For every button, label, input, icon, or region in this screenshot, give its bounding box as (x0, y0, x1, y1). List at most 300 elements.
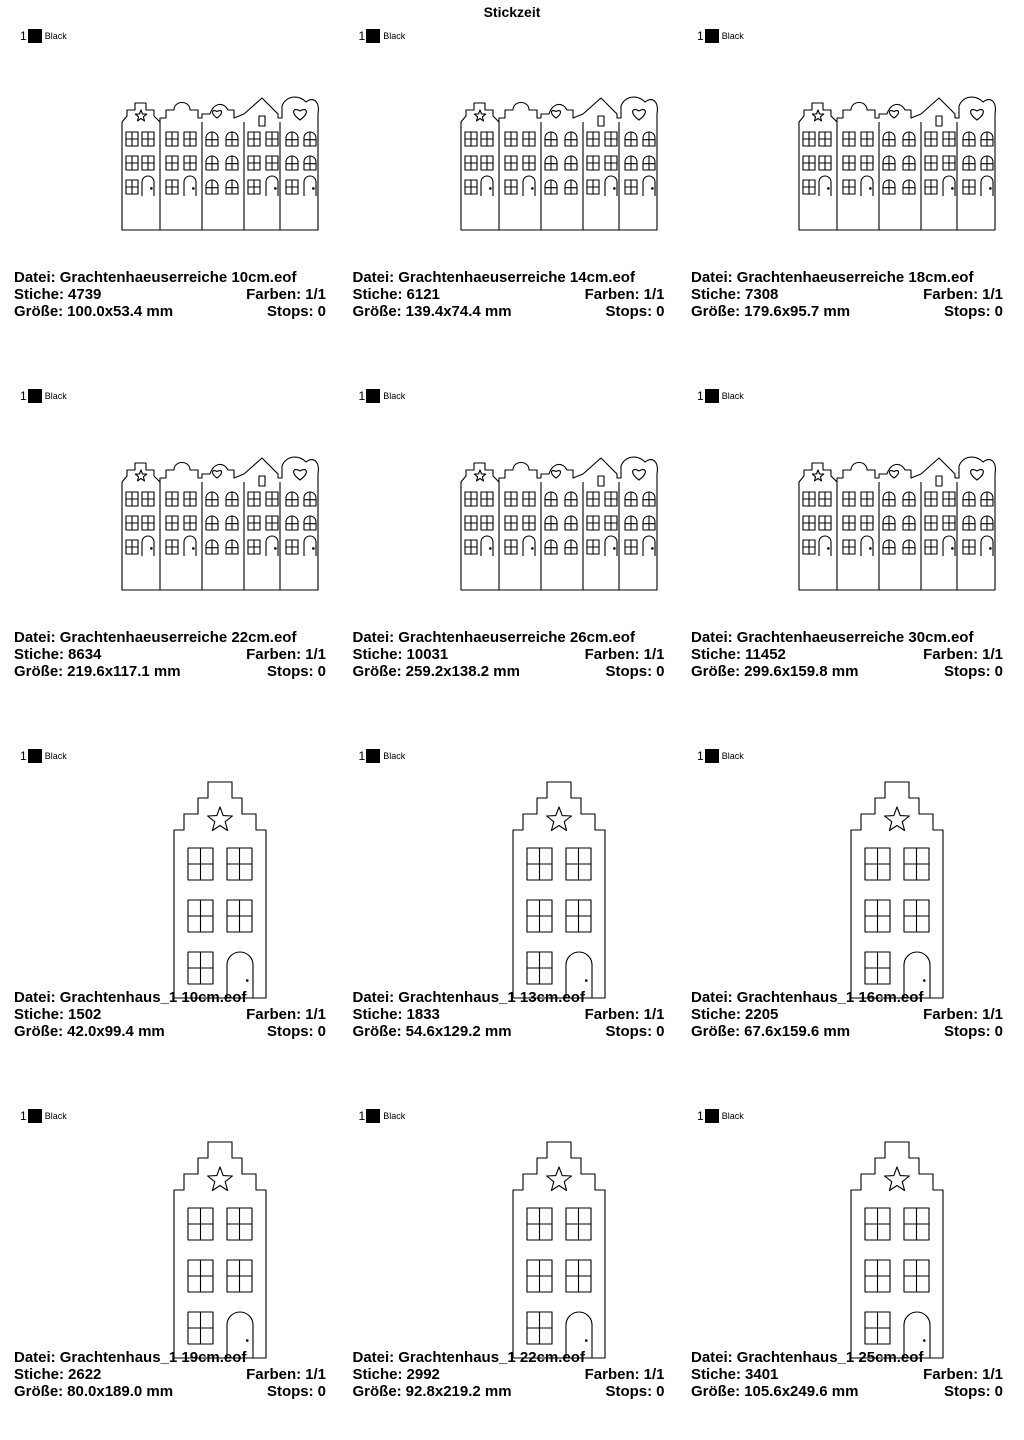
stops-label: Stops: (605, 1023, 653, 1040)
colors-label: Farben: (246, 1366, 302, 1383)
stitches-line (353, 1366, 665, 1383)
door-knob (827, 547, 830, 550)
window-mullion (566, 1208, 591, 1240)
window-mullion (188, 1312, 213, 1344)
single-house (513, 782, 605, 998)
window-mullion (248, 132, 260, 146)
window-mullion (943, 132, 955, 146)
window-mullion (523, 156, 535, 170)
door (523, 536, 535, 556)
design-info (353, 1349, 665, 1400)
door-knob (192, 547, 195, 550)
door-knob (869, 187, 872, 190)
window-mullion (925, 132, 937, 146)
file-name: Grachtenhaeuserreiche 30cm.eof (736, 629, 974, 646)
door-knob (312, 547, 315, 550)
design-card (339, 360, 677, 720)
window-mullion (227, 848, 252, 880)
star (135, 470, 146, 481)
color-swatch-row (697, 1108, 744, 1124)
stitches-line (353, 646, 665, 663)
design-size: 80.0x189.0 mm (67, 1383, 174, 1400)
file-label: Datei: (691, 1349, 733, 1366)
window-mullion (505, 492, 517, 506)
window-mullion (865, 952, 890, 984)
colors-label: Farben: (584, 1006, 640, 1023)
door (142, 176, 154, 196)
stitch-count: 7308 (745, 286, 779, 303)
heart (971, 470, 984, 480)
heart (212, 111, 221, 118)
window-mullion (142, 516, 154, 530)
design-size: 54.6x129.2 mm (405, 1023, 512, 1040)
swatch-number: 1 (358, 1109, 366, 1123)
color-count: 1/1 (643, 1006, 665, 1023)
size-label: Größe: (14, 1383, 64, 1400)
design-card (339, 0, 677, 360)
stop-count: 0 (994, 663, 1003, 680)
stop-count: 0 (656, 1023, 665, 1040)
color-count: 1/1 (982, 646, 1003, 663)
window-mullion (904, 1260, 929, 1292)
swatch-name: Black (721, 391, 744, 401)
stops-label: Stops: (605, 1383, 653, 1400)
design-card (0, 360, 338, 720)
window-mullion (861, 492, 873, 506)
swatch-number: 1 (358, 749, 366, 763)
door-knob (150, 187, 153, 190)
file-line (14, 1349, 326, 1366)
color-swatch-row (697, 28, 744, 44)
door (861, 176, 873, 196)
window-mullion (126, 492, 138, 506)
file-label: Datei: (691, 629, 733, 646)
window-mullion (188, 900, 213, 932)
window-mullion (266, 516, 278, 530)
swatch-number: 1 (358, 29, 366, 43)
size-line (14, 303, 326, 320)
window-mullion (843, 156, 855, 170)
window-mullion (481, 516, 493, 530)
door (643, 176, 655, 196)
design-preview (0, 60, 338, 280)
door (981, 536, 993, 556)
file-label: Datei: (352, 989, 395, 1006)
file-name: Grachtenhaeuserreiche 22cm.eof (59, 629, 297, 646)
star (208, 807, 233, 831)
color-swatch (705, 389, 719, 403)
window-mullion (925, 180, 937, 194)
swatch-number: 1 (697, 749, 704, 763)
window-mullion (505, 132, 517, 146)
color-swatch-row (697, 388, 744, 404)
stitches-line (691, 1366, 1003, 1383)
window-mullion (904, 848, 929, 880)
window-mullion (803, 180, 815, 194)
stops-label: Stops: (266, 1383, 314, 1400)
window-mullion (819, 492, 831, 506)
window-mullion (605, 156, 617, 170)
window-mullion (803, 540, 815, 554)
window-mullion (523, 516, 535, 530)
window-mullion (865, 1312, 890, 1344)
window-mullion (126, 516, 138, 530)
door-knob (827, 187, 830, 190)
window-mullion (266, 156, 278, 170)
door (605, 536, 617, 556)
window-mullion (527, 848, 552, 880)
design-card (0, 720, 338, 1080)
single-house (513, 1142, 605, 1358)
star (474, 470, 485, 481)
window-mullion (943, 492, 955, 506)
stops-label: Stops: (266, 303, 314, 320)
file-line (14, 989, 326, 1006)
window-mullion (481, 132, 493, 146)
window-mullion (166, 492, 178, 506)
window-mullion (166, 132, 178, 146)
window-mullion (843, 540, 855, 554)
size-label: Größe: (691, 1383, 741, 1400)
size-label: Größe: (691, 303, 741, 320)
window-mullion (166, 516, 178, 530)
stitches-label: Stiche: (691, 1006, 742, 1023)
swatch-name: Black (44, 391, 67, 401)
window-mullion (184, 132, 196, 146)
colors-label: Farben: (584, 1366, 640, 1383)
window-mullion (605, 132, 617, 146)
door-knob (246, 979, 249, 982)
color-swatch (366, 749, 380, 763)
star (546, 807, 571, 831)
file-label: Datei: (14, 989, 56, 1006)
file-line (691, 629, 1003, 646)
size-line (14, 663, 326, 680)
door (943, 536, 955, 556)
file-label: Datei: (14, 629, 56, 646)
window-mullion (566, 900, 591, 932)
stitches-label: Stiche: (14, 1006, 65, 1023)
door-knob (989, 547, 992, 550)
door-knob (951, 547, 954, 550)
door-knob (989, 187, 992, 190)
window (936, 476, 942, 486)
stitches-line (14, 286, 326, 303)
file-name: Grachtenhaus_1 19cm.eof (59, 1349, 247, 1366)
heart (294, 470, 307, 480)
file-label: Datei: (691, 269, 733, 286)
color-swatch (28, 1109, 42, 1123)
door (861, 536, 873, 556)
file-label: Datei: (352, 1349, 395, 1366)
window-mullion (963, 540, 975, 554)
window-mullion (126, 540, 138, 554)
swatch-number: 1 (20, 29, 27, 43)
color-swatch (366, 389, 380, 403)
window-mullion (819, 516, 831, 530)
design-card (677, 720, 1015, 1080)
window-mullion (266, 492, 278, 506)
door-knob (192, 187, 195, 190)
window-mullion (587, 156, 599, 170)
single-house (851, 782, 943, 998)
stitches-label: Stiche: (691, 646, 742, 663)
house-row (799, 97, 995, 230)
design-info (691, 989, 1003, 1040)
door (481, 536, 493, 556)
window-mullion (527, 900, 552, 932)
door-knob (246, 1339, 249, 1342)
door-knob (923, 979, 926, 982)
design-preview (0, 780, 338, 1000)
star (812, 470, 823, 481)
design-info (14, 1349, 326, 1400)
swatch-name: Black (383, 391, 406, 401)
colors-label: Farben: (923, 646, 979, 663)
stitches-label: Stiche: (14, 646, 65, 663)
color-count: 1/1 (305, 286, 326, 303)
file-label: Datei: (352, 629, 395, 646)
size-line (353, 303, 665, 320)
door-knob (651, 187, 654, 190)
color-swatch-row (359, 748, 406, 764)
colors-label: Farben: (923, 1006, 979, 1023)
window-mullion (227, 1208, 252, 1240)
design-preview (339, 780, 677, 1000)
design-card (339, 720, 677, 1080)
window-mullion (587, 132, 599, 146)
stops-label: Stops: (943, 1023, 991, 1040)
stitches-line (691, 1006, 1003, 1023)
window-mullion (587, 540, 599, 554)
color-swatch-row (359, 1108, 406, 1124)
design-size: 67.6x159.6 mm (744, 1023, 851, 1040)
door-knob (869, 547, 872, 550)
door (481, 176, 493, 196)
stitch-count: 1502 (68, 1006, 102, 1023)
design-info (353, 989, 665, 1040)
heart (551, 111, 560, 118)
door-knob (531, 547, 534, 550)
house-row (122, 97, 318, 230)
colors-label: Farben: (584, 286, 640, 303)
door (643, 536, 655, 556)
size-label: Größe: (352, 1023, 402, 1040)
window-mullion (625, 540, 637, 554)
file-name: Grachtenhaeuserreiche 14cm.eof (398, 269, 635, 286)
house-row (799, 457, 995, 590)
file-label: Datei: (14, 269, 56, 286)
window-mullion (266, 132, 278, 146)
stops-label: Stops: (943, 1383, 991, 1400)
design-info (14, 989, 326, 1040)
door-knob (150, 547, 153, 550)
design-info (691, 1349, 1003, 1400)
design-info (14, 629, 326, 680)
window-mullion (803, 516, 815, 530)
file-name: Grachtenhaus_1 22cm.eof (398, 1349, 585, 1366)
color-count: 1/1 (643, 1366, 665, 1383)
window-mullion (819, 132, 831, 146)
swatch-name: Black (383, 751, 406, 761)
color-swatch-row (20, 388, 67, 404)
window-mullion (142, 132, 154, 146)
window-mullion (925, 156, 937, 170)
door-knob (274, 547, 277, 550)
stops-label: Stops: (605, 303, 653, 320)
stops-label: Stops: (943, 663, 991, 680)
design-size: 299.6x159.8 mm (744, 663, 859, 680)
color-swatch-row (20, 28, 67, 44)
door (266, 176, 278, 196)
heart (212, 471, 221, 478)
house-row (122, 457, 318, 590)
colors-label: Farben: (246, 1006, 302, 1023)
door (184, 536, 196, 556)
swatch-number: 1 (20, 749, 27, 763)
window-mullion (819, 156, 831, 170)
window-mullion (843, 516, 855, 530)
door (304, 536, 316, 556)
star (135, 110, 146, 121)
stitch-count: 1833 (406, 1006, 440, 1023)
stitches-line (353, 1006, 665, 1023)
window-mullion (188, 952, 213, 984)
window-mullion (587, 492, 599, 506)
file-line (353, 989, 665, 1006)
design-info (691, 629, 1003, 680)
window-mullion (566, 1260, 591, 1292)
size-label: Größe: (691, 663, 741, 680)
colors-label: Farben: (246, 286, 302, 303)
window (259, 476, 265, 486)
door-knob (312, 187, 315, 190)
design-card (677, 1080, 1015, 1440)
window-mullion (184, 516, 196, 530)
stitches-label: Stiche: (352, 646, 403, 663)
design-preview (677, 60, 1015, 280)
window-mullion (166, 540, 178, 554)
size-label: Größe: (691, 1023, 741, 1040)
single-house (174, 782, 266, 998)
stitch-count: 8634 (68, 646, 102, 663)
design-size: 92.8x219.2 mm (405, 1383, 512, 1400)
file-line (353, 269, 665, 286)
stop-count: 0 (317, 663, 326, 680)
stitch-count: 6121 (406, 286, 440, 303)
file-name: Grachtenhaus_1 16cm.eof (736, 989, 924, 1006)
design-size: 219.6x117.1 mm (67, 663, 181, 680)
window-mullion (843, 132, 855, 146)
door-knob (613, 547, 616, 550)
swatch-name: Black (44, 1111, 67, 1121)
heart (551, 471, 560, 478)
size-line (14, 1383, 326, 1400)
color-swatch (705, 1109, 719, 1123)
window-mullion (126, 156, 138, 170)
window-mullion (925, 516, 937, 530)
design-info (353, 269, 665, 320)
design-preview (677, 780, 1015, 1000)
window-mullion (865, 1260, 890, 1292)
stitches-label: Stiche: (691, 286, 742, 303)
window-mullion (523, 132, 535, 146)
window-mullion (587, 180, 599, 194)
window (598, 476, 604, 486)
window-mullion (126, 180, 138, 194)
swatch-number: 1 (358, 389, 366, 403)
size-label: Größe: (14, 1023, 64, 1040)
window-mullion (465, 516, 477, 530)
stitches-label: Stiche: (352, 1366, 403, 1383)
design-card (339, 1080, 677, 1440)
swatch-name: Black (721, 751, 744, 761)
window-mullion (904, 1208, 929, 1240)
window-mullion (625, 180, 637, 194)
window-mullion (803, 156, 815, 170)
window-mullion (843, 492, 855, 506)
door-knob (531, 187, 534, 190)
house-row (461, 97, 657, 230)
window-mullion (943, 516, 955, 530)
size-label: Größe: (352, 303, 402, 320)
heart (632, 110, 645, 120)
window-mullion (184, 492, 196, 506)
door-knob (584, 1339, 587, 1342)
star (885, 807, 910, 831)
stitches-label: Stiche: (352, 286, 403, 303)
window-mullion (227, 900, 252, 932)
stitches-label: Stiche: (14, 286, 65, 303)
stitches-label: Stiche: (14, 1366, 65, 1383)
stitch-count: 10031 (406, 646, 449, 663)
window-mullion (861, 132, 873, 146)
stitch-count: 11452 (745, 646, 786, 663)
window-mullion (527, 952, 552, 984)
window-mullion (248, 180, 260, 194)
window-mullion (465, 540, 477, 554)
swatch-number: 1 (20, 389, 27, 403)
window-mullion (248, 492, 260, 506)
door (304, 176, 316, 196)
window (598, 116, 604, 126)
stops-label: Stops: (266, 663, 314, 680)
swatch-number: 1 (697, 29, 704, 43)
door (605, 176, 617, 196)
heart (632, 470, 645, 480)
star (474, 110, 485, 121)
color-swatch-row (20, 1108, 67, 1124)
window-mullion (248, 156, 260, 170)
heart (889, 471, 898, 478)
stitch-count: 2622 (68, 1366, 102, 1383)
color-count: 1/1 (643, 286, 665, 303)
color-swatch (28, 29, 42, 43)
door-knob (923, 1339, 926, 1342)
door (142, 536, 154, 556)
color-swatch (28, 389, 42, 403)
door-knob (274, 187, 277, 190)
door-knob (489, 547, 492, 550)
window-mullion (943, 156, 955, 170)
design-preview (677, 420, 1015, 640)
file-name: Grachtenhaeuserreiche 26cm.eof (398, 629, 635, 646)
design-info (353, 629, 665, 680)
window-mullion (286, 180, 298, 194)
window-mullion (925, 492, 937, 506)
stitches-label: Stiche: (352, 1006, 403, 1023)
color-swatch-row (697, 748, 744, 764)
